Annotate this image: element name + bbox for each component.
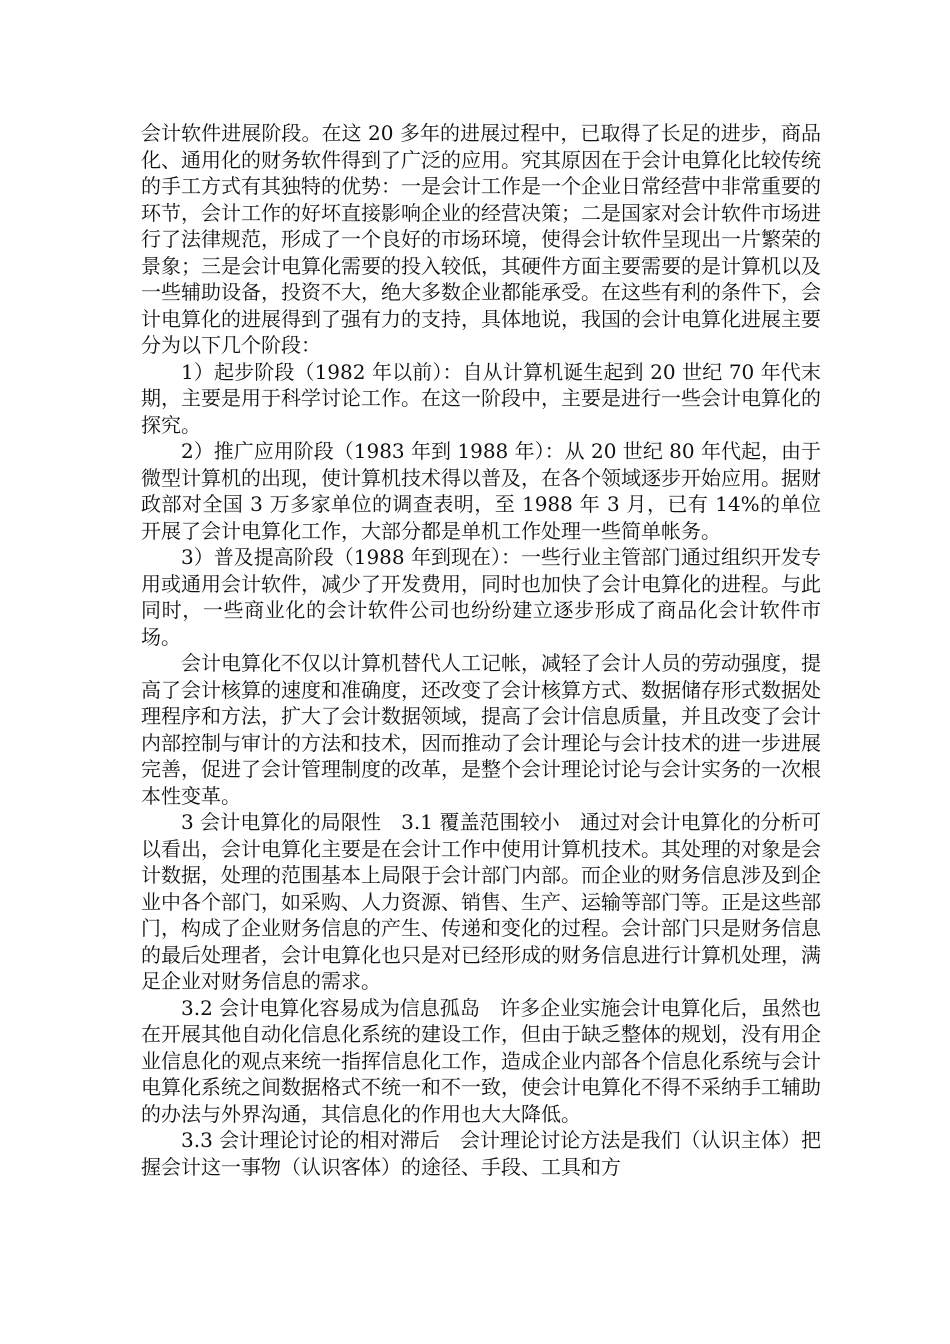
paragraph-intro: 会计软件进展阶段。在这 20 多年的进展过程中，已取得了长足的进步，商品化、通用化的财务软件得到了广泛的应用。究其原因在于会计电算化比较传统的手工方式有其独特的优势：一是会计工作是一个企业日常经营中非常重要的环节，会计工作的好坏直接影响企业的经营决策；二是国家对会计软件市场进行了法律规范，形成了一个良好的市场环境，使得会计软件呈现出一片繁荣的景象；三是会计电算化需要的投入较低，其硬件方面主要需要的是计算机以及一些辅助设备，投资不大，绝大多数企业都能承受。在这些有利的条件下，会计电算化的进展得到了强有力的支持，具体地说，我国的会计电算化进展主要分为以下几个阶段：	[141, 121, 821, 357]
paragraph-limitation-3-3: 3.3 会计理论讨论的相对滞后 会计理论讨论方法是我们（认识主体）把握会计这一事物（认识客体）的途径、手段、工具和方	[141, 1128, 821, 1179]
paragraph-limitation-3-2: 3.2 会计电算化容易成为信息孤岛 许多企业实施会计电算化后，虽然也在开展其他自动化信息化系统的建设工作，但由于缺乏整体的规划，没有用企业信息化的观点来统一指挥信息化工作，造成企业内部各个信息化系统与会计电算化系统之间数据格式不统一和不一致，使会计电算化不得不采纳手工辅助的办法与外界沟通，其信息化的作用也大大降低。	[141, 995, 821, 1126]
paragraph-stage-2: 2）推广应用阶段（1983 年到 1988 年）：从 20 世纪 80 年代起，由于微型计算机的出现，使计算机技术得以普及，在各个领域逐步开始应用。据财政部对全国 3 万多家单位的调查表明，至 1988 年 3 月，已有 14%的单位开展了会计电算化工作，大部分都是单机工作处理一些简单帐务。	[141, 439, 821, 543]
paragraph-limitation-3-1: 3 会计电算化的局限性 3.1 覆盖范围较小 通过对会计电算化的分析可以看出，会计电算化主要是在会计工作中使用计算机技术。其处理的对象是会计数据，处理的范围基本上局限于会计部门内部。而企业的财务信息涉及到企业中各个部门，如采购、人力资源、销售、生产、运输等部门等。正是这些部门，构成了企业财务信息的产生、传递和变化的过程。会计部门只是财务信息的最后处理者，会计电算化也只是对已经形成的财务信息进行计算机处理，满足企业对财务信息的需求。	[141, 810, 821, 993]
paragraph-stage-3: 3）普及提高阶段（1988 年到现在）：一些行业主管部门通过组织开发专用或通用会计软件，减少了开发费用，同时也加快了会计电算化的进程。与此同时，一些商业化的会计软件公司也纷纷建立逐步形成了商品化会计软件市场。	[141, 545, 821, 649]
document-body	[141, 120, 821, 1180]
paragraph-stage-1: 1）起步阶段（1982 年以前）：自从计算机诞生起到 20 世纪 70 年代末期，主要是用于科学讨论工作。在这一阶段中，主要是进行一些会计电算化的探究。	[141, 359, 821, 437]
paragraph-impact: 会计电算化不仅以计算机替代人工记帐，减轻了会计人员的劳动强度，提高了会计核算的速度和准确度，还改变了会计核算方式、数据储存形式数据处理程序和方法，扩大了会计数据领域，提高了会计信息质量，并且改变了会计内部控制与审计的方法和技术，因而推动了会计理论与会计技术的进一步进展完善，促进了会计管理制度的改革，是整个会计理论讨论与会计实务的一次根本性变革。	[141, 651, 821, 808]
